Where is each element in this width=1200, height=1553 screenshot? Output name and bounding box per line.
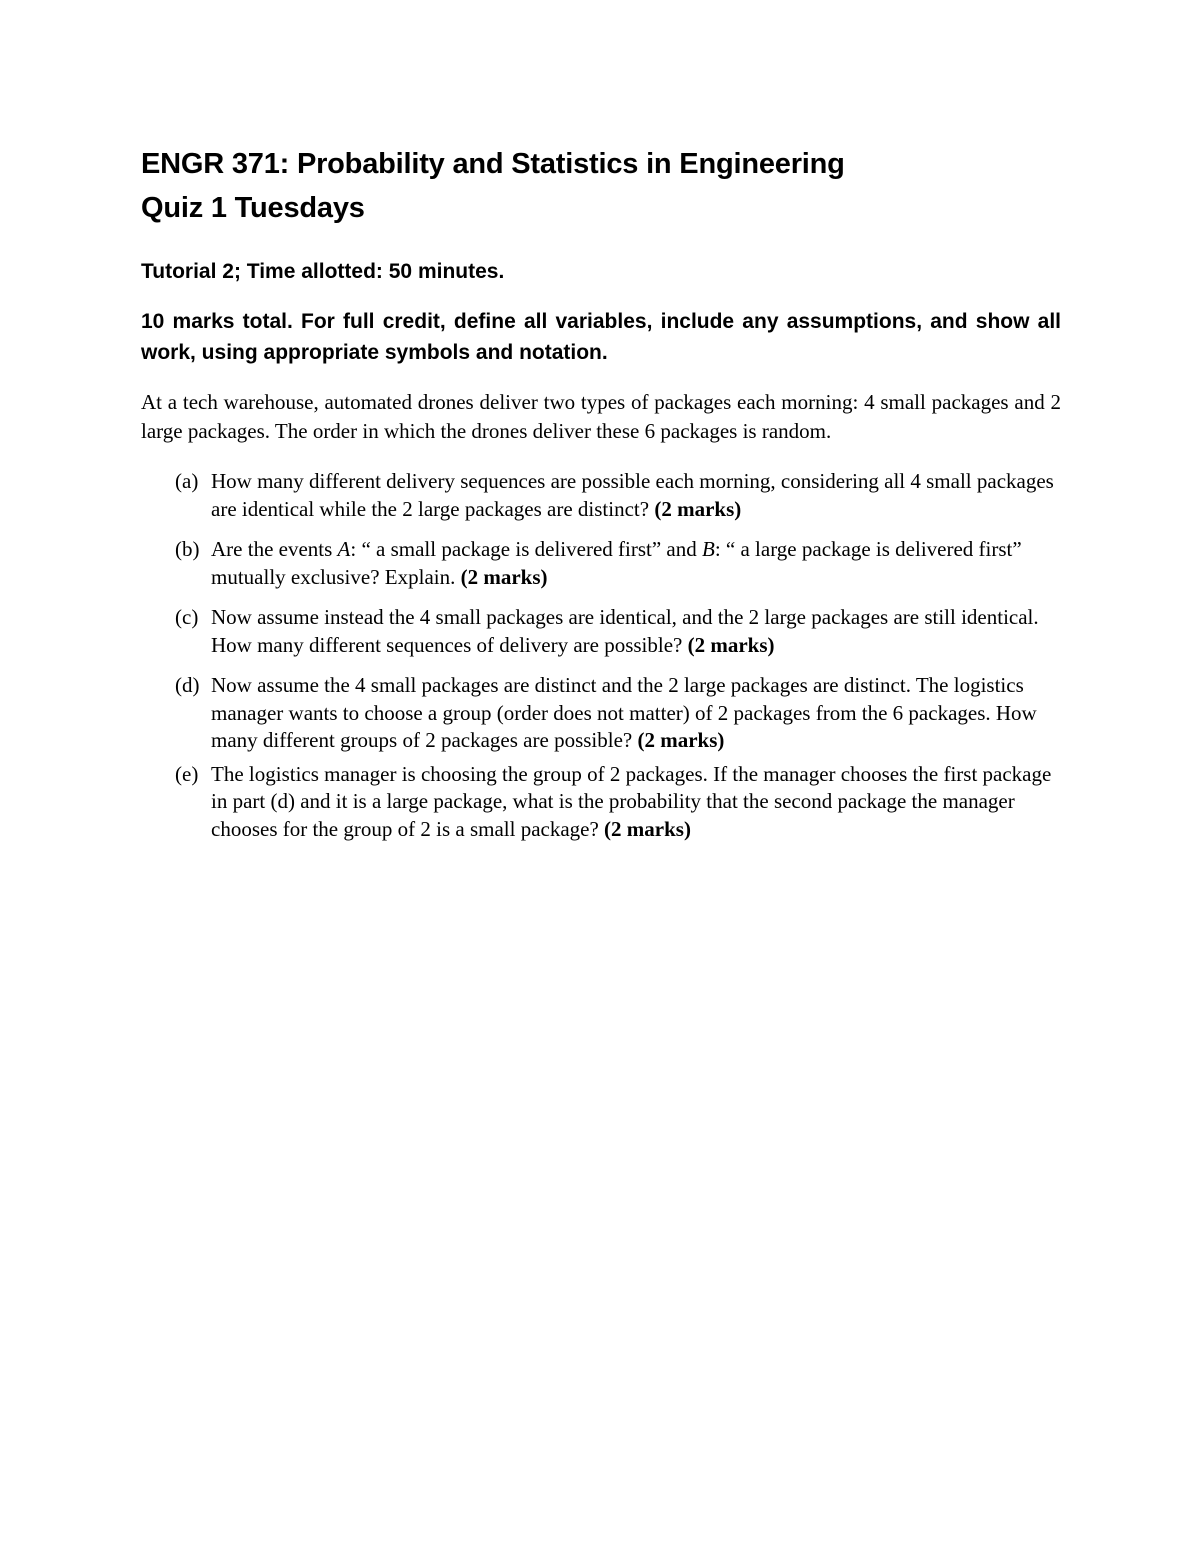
question-list	[141, 468, 1061, 843]
problem-intro: At a tech warehouse, automated drones deliver two types of packages each morning: 4 small packages and 2 large packages. The order in which the drones deliver these 6 packages is random.	[141, 390, 1061, 443]
tutorial-time-line: Tutorial 2; Time allotted: 50 minutes.	[141, 260, 505, 283]
question-label: (e)	[175, 761, 199, 786]
question-marks: (2 marks)	[460, 564, 548, 589]
question-label: (c)	[175, 605, 199, 629]
question-label: (d)	[175, 673, 200, 697]
question-label: (a)	[175, 469, 199, 493]
question-text: How many different delivery sequences are possible each morning, considering all 4 small packages are identical while the 2 large packages are distinct?	[211, 469, 1054, 521]
question-text: : “ a large package is delivered first” mutually exclusive? Explain.	[211, 537, 1022, 589]
document-content	[141, 142, 1061, 856]
question-marks: (2 marks)	[637, 728, 725, 752]
marking-instructions: 10 marks total. For full credit, define all variables, include any assumptions, and show all work, using appropriate symbols and notation.	[141, 310, 1061, 364]
question-text: Now assume instead the 4 small packages are identical, and the 2 large packages are still identical. How many different sequences of delivery are possible?	[211, 605, 1039, 657]
event-variable-b: B	[701, 537, 715, 561]
question-text: : “ a small package is delivered first” and	[350, 537, 702, 561]
question-text: Are the events	[211, 537, 338, 561]
question-a	[141, 468, 1061, 523]
question-marks: (2 marks)	[687, 632, 775, 657]
question-marks: (2 marks)	[604, 816, 691, 841]
question-e	[141, 761, 1061, 844]
question-c	[141, 604, 1061, 659]
event-variable-a: A	[337, 537, 351, 561]
question-label: (b)	[175, 537, 200, 561]
question-text: Now assume the 4 small packages are distinct and the 2 large packages are distinct. The logistics manager wants to choose a group (order does not matter) of 2 packages from the 6 packages. How many different groups of 2 packages are possible?	[211, 673, 1037, 752]
question-b	[141, 536, 1061, 591]
course-title: ENGR 371: Probability and Statistics in Engineering	[141, 148, 845, 180]
question-marks: (2 marks)	[654, 496, 742, 521]
quiz-title: Quiz 1 Tuesdays	[141, 192, 365, 224]
question-d	[141, 672, 1061, 755]
question-text: The logistics manager is choosing the group of 2 packages. If the manager chooses the first package in part (d) and it is a large package, what is the probability that the second package the manager chooses for the group of 2 is a small package?	[211, 761, 1052, 841]
